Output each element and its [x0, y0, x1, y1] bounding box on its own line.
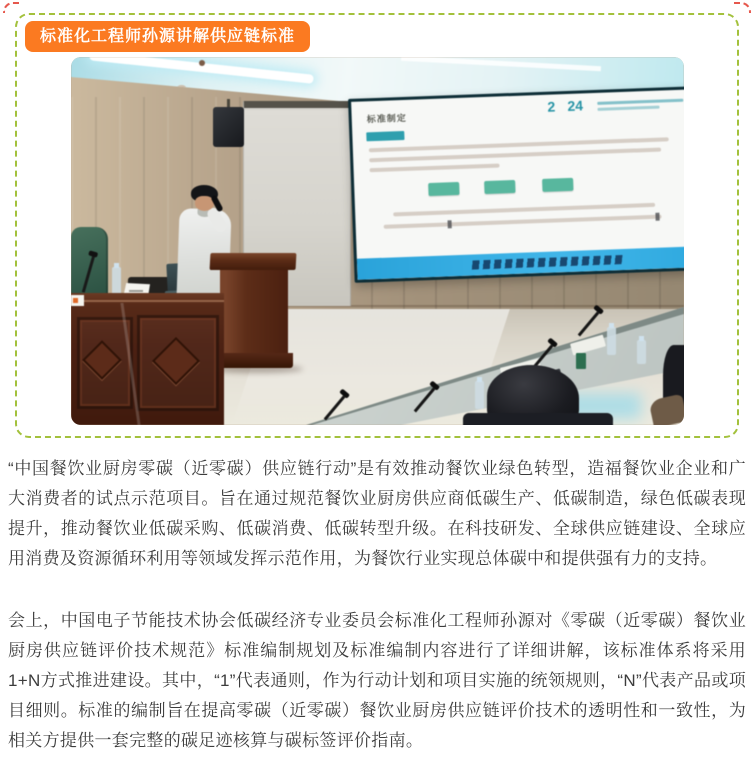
article-body — [8, 454, 746, 756]
calligraphy-slogan — [472, 255, 623, 270]
slide-button — [484, 180, 515, 194]
slide — [351, 89, 684, 279]
slide-text-line — [370, 163, 500, 172]
water-bottle — [475, 381, 484, 409]
cropped-red-border-corner-right — [734, 2, 751, 13]
photo-caption-badge: 标准化工程师孙源讲解供应链标准 — [25, 21, 310, 52]
wall-speaker-box — [213, 107, 244, 147]
conference-photo[interactable] — [71, 57, 684, 425]
slide-page-current: 2 — [547, 98, 556, 115]
article-paragraph-1: “中国餐饮业厨房零碳（近零碳）供应链行动”是有效推动餐饮业绿色转型，造福餐饮业企业和广大消费者的试点示范项目。旨在通过规范餐饮业厨房供应商低碳生产、低碳制造，绿色低碳表现提升，推动餐饮业低碳采购、低碳消费、低碳转型升级。在科技研发、全球供应链建设、全球应用消费及资源循环利用等领域发挥示范作用，为餐饮行业实现总体碳中和提供强有力的支持。 — [8, 459, 746, 568]
slide-title: 标准制定 — [366, 112, 407, 125]
cropped-red-border-corner-left — [3, 2, 20, 13]
name-tent-card — [71, 295, 84, 306]
photo-scene — [71, 57, 684, 425]
ceiling-light-strip-2 — [401, 57, 601, 71]
slide-bracket-mark — [448, 220, 452, 228]
slide-page-total: 24 — [567, 97, 584, 114]
water-bottle — [607, 327, 616, 355]
podium-top — [210, 253, 297, 270]
podium-base — [215, 353, 293, 368]
water-bottle — [112, 267, 121, 295]
article-paragraph-2: 会上，中国电子节能技术协会低碳经济专业委员会标准化工程师孙源对《零碳（近零碳）餐饮业厨房供应链评价技术规范》标准编制规划及标准编制内容进行了详细讲解，该标准体系将采用1+N方式推进建设。其中，“1”代表通则，作为行动计划和项目实施的统领规则，“N”代表产品或项目细则。标准的编制旨在提高零碳（近零碳）餐饮业厨房供应链评价技术的透明性和一致性，为相关方提供一套完整的碳足迹核算与碳标签评价指南。 — [8, 611, 746, 750]
led-presentation-screen — [348, 86, 684, 283]
audience-shoulders — [463, 413, 613, 425]
head-table — [71, 293, 224, 425]
slide-text-line — [393, 203, 655, 217]
slide-text-line — [384, 215, 662, 229]
green-notebook — [576, 353, 586, 369]
figure-dashed-frame — [15, 13, 739, 438]
slide-section-chip — [366, 131, 404, 141]
slide-header-smalltext-line — [597, 106, 659, 111]
podium-body — [220, 267, 288, 359]
slide-header-smalltext-line — [597, 99, 683, 105]
slide-button — [428, 182, 459, 196]
ceiling-sensor — [199, 60, 205, 66]
water-bottle — [637, 340, 646, 364]
slide-bracket-mark — [655, 213, 659, 221]
slide-button — [542, 178, 573, 192]
